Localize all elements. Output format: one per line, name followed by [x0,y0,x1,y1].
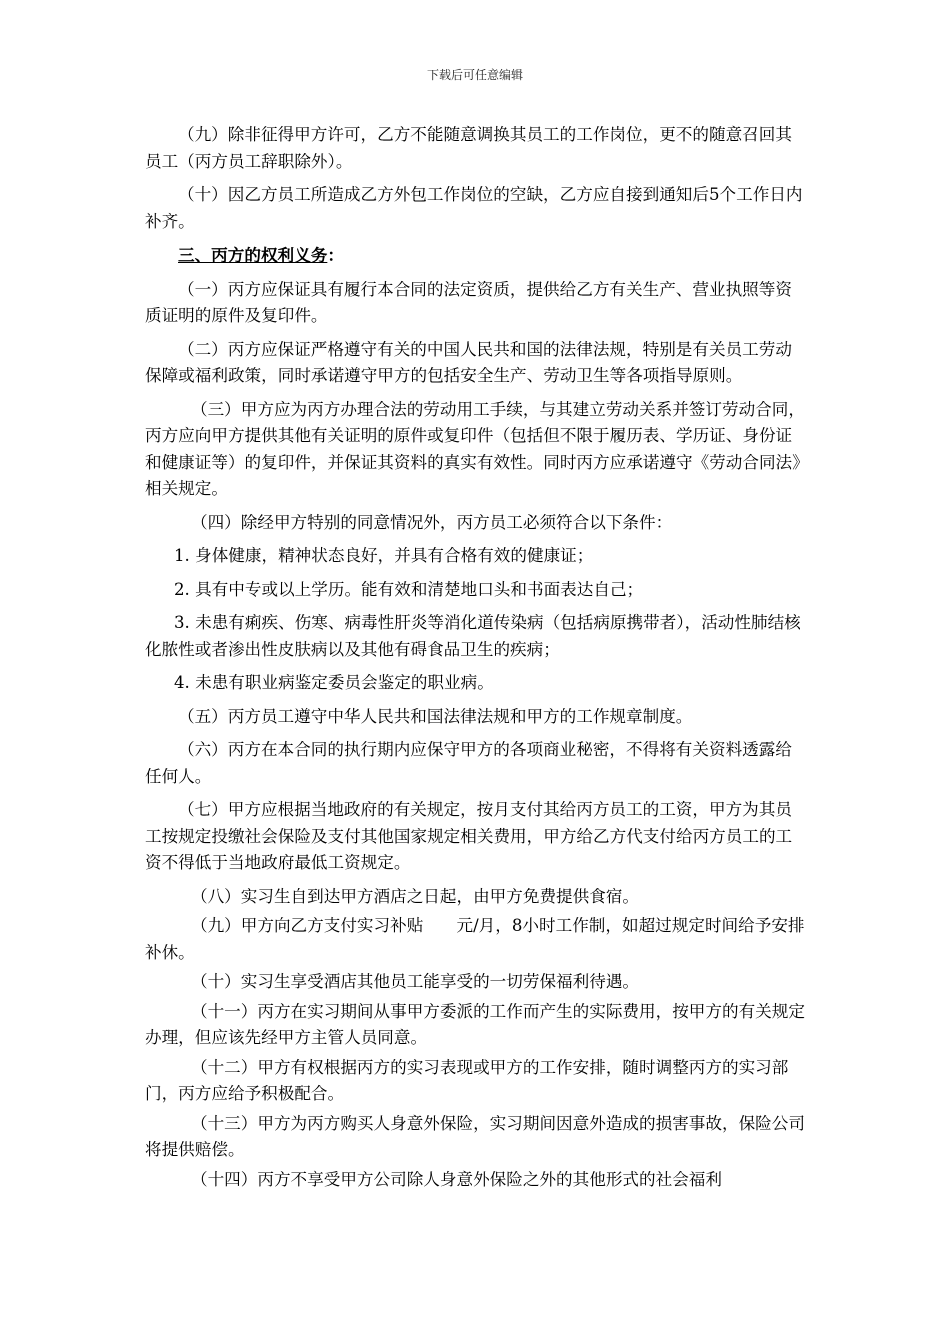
list-item-condition-1: 1. 身体健康，精神状态良好，并具有合格有效的健康证； [174,546,594,565]
paragraph-clause-7: （七）甲方应根据当地政府的有关规定，按月支付其给丙方员工的工资，甲方为其员工按规定投缴社会保险及支付其他国家规定相关费用，甲方给乙方代支付给丙方员工的工资不得低于当地政府最低工资规定。 [145,800,793,872]
paragraph-clause-1: （一）丙方应保证具有履行本合同的法定资质，提供给乙方有关生产、营业执照等资质证明的原件及复印件。 [145,279,792,325]
paragraph-clause-5: （五）丙方员工遵守中华人民共和国法律法规和甲方的工作规章制度。 [178,706,693,726]
page-header: 下载后可任意编辑 [426,68,523,82]
paragraph-item-10: （十）因乙方员工所造成乙方外包工作岗位的空缺，乙方应自接到通知后5个工作日内补齐。 [145,185,803,231]
paragraph-clause-2: （二）丙方应保证严格遵守有关的中国人民共和国的法律法规，特别是有关员工劳动保障或福利政策，同时承诺遵守甲方的包括安全生产、劳动卫生等各项指导原则。 [145,339,792,385]
list-item-condition-2: 2. 具有中专或以上学历。能有效和清楚地口头和书面表达自己； [174,579,644,599]
paragraph-clause-12: （十二）甲方有权根据丙方的实习表现或甲方的工作安排，随时调整丙方的实习部门，丙方应给予积极配合。 [145,1057,789,1103]
paragraph-clause-3: （三）甲方应为丙方办理合法的劳动用工手续，与其建立劳动关系并签订劳动合同，丙方应向甲方提供其他有关证明的原件或复印件（包括但不限于履历表、学历证、身份证和健康证等）的复印件，并保证其资料的真实有效性。同时丙方应承诺遵守《劳动合同法》相关规定。 [145,399,805,498]
paragraph-clause-13: （十三）甲方为丙方购买人身意外保险，实习期间因意外造成的损害事故，保险公司将提供赔偿。 [145,1113,805,1159]
paragraph-clause-8: （八）实习生自到达甲方酒店之日起，由甲方免费提供食宿。 [191,886,640,906]
paragraph-item-9: （九）除非征得甲方许可，乙方不能随意调换其员工的工作岗位，更不的随意召回其员工（丙方员工辞职除外）。 [145,125,792,171]
list-item-condition-3: 3. 未患有痢疾、伤寒、病毒性肝炎等消化道传染病（包括病原携带者），活动性肺结核化脓性或者渗出性皮肤病以及其他有碍食品卫生的疾病； [145,613,801,659]
section-heading-label: 三、丙方的权利义务 [178,245,328,265]
paragraph-clause-4: （四）除经甲方特别的同意情况外，丙方员工必须符合以下条件： [191,512,673,532]
section-heading-suffix: ： [327,245,344,265]
section-heading [145,242,807,269]
list-item-condition-4: 4. 未患有职业病鉴定委员会鉴定的职业病。 [174,673,494,692]
paragraph-clause-9: （九）甲方向乙方支付实习补贴 元/月，8小时工作制，如超过规定时间给予安排补休。 [145,916,805,962]
document-body [145,122,807,1196]
paragraph-clause-10: （十）实习生享受酒店其他员工能享受的一切劳保福利待遇。 [191,972,640,991]
paragraph-clause-11: （十一）丙方在实习期间从事甲方委派的工作而产生的实际费用，按甲方的有关规定办理，但应该先经甲方主管人员同意。 [145,1001,805,1047]
paragraph-clause-14: （十四）丙方不享受甲方公司除人身意外保险之外的其他形式的社会福利 [191,1169,722,1189]
paragraph-clause-6: （六）丙方在本合同的执行期内应保守甲方的各项商业秘密，不得将有关资料透露给任何人。 [145,740,792,786]
